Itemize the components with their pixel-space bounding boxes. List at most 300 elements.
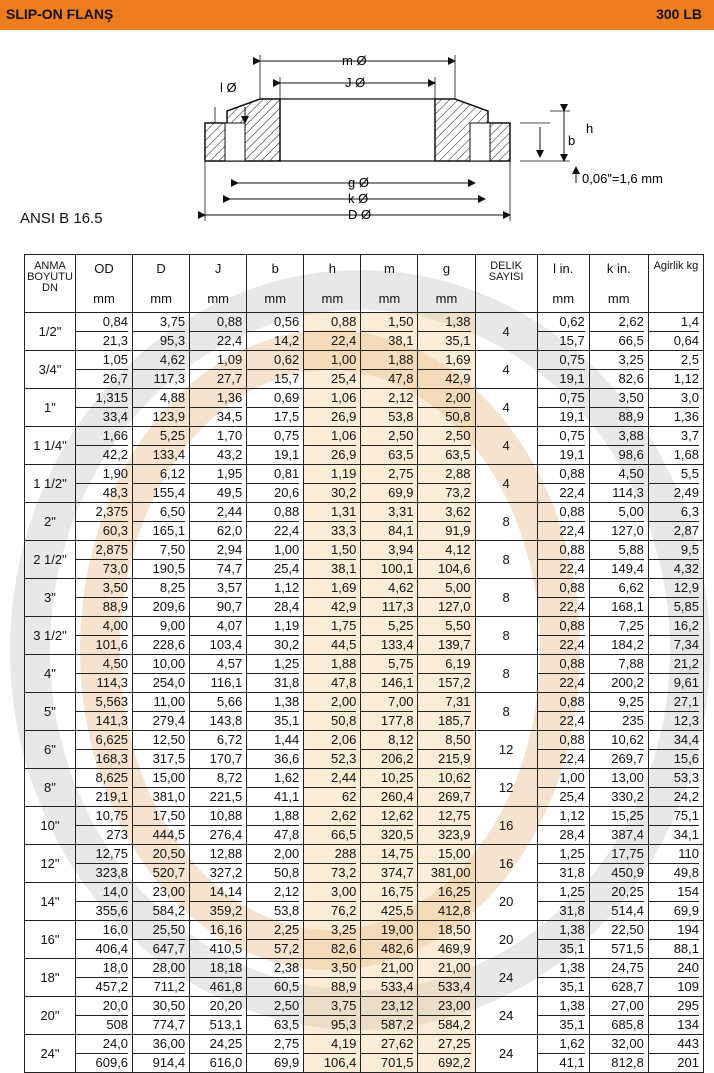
d-inch-value: 28,00 bbox=[133, 959, 185, 978]
w-inch-value: 53,3 bbox=[649, 769, 699, 788]
b-cell bbox=[247, 427, 304, 465]
w-mm-value: 5,85 bbox=[673, 599, 699, 614]
w-cell bbox=[648, 997, 703, 1035]
l-mm-value: 28,4 bbox=[559, 827, 585, 842]
d-inch-value: 25,50 bbox=[133, 921, 185, 940]
b-mm-value: 53,8 bbox=[273, 903, 300, 918]
od-inch-value: 16,0 bbox=[76, 921, 128, 940]
b-inch-value: 1,88 bbox=[247, 807, 299, 826]
w-inch-value: 240 bbox=[649, 959, 699, 978]
g-cell bbox=[418, 807, 475, 845]
d-cell bbox=[133, 883, 190, 921]
od-inch-value: 20,0 bbox=[76, 997, 128, 1016]
d-inch-value: 8,25 bbox=[133, 579, 185, 598]
od-inch-value: 2,375 bbox=[76, 503, 128, 522]
m-inch-value: 16,75 bbox=[361, 883, 413, 902]
h-inch-value: 2,00 bbox=[304, 693, 356, 712]
w-cell bbox=[648, 921, 703, 959]
od-inch-value: 10,75 bbox=[76, 807, 128, 826]
l-inch-value: 0,88 bbox=[538, 579, 585, 598]
g-inch-value: 16,25 bbox=[418, 883, 470, 902]
column-header bbox=[648, 255, 703, 313]
column-header-label: D bbox=[156, 261, 166, 276]
k-inch-value: 5,88 bbox=[590, 541, 644, 560]
m-inch-value: 12,62 bbox=[361, 807, 413, 826]
h-mm-value: 82,6 bbox=[331, 941, 357, 956]
od-cell bbox=[75, 313, 132, 351]
od-mm-value: 406,4 bbox=[95, 941, 129, 956]
b-inch-value: 2,50 bbox=[247, 997, 299, 1016]
l-cell bbox=[537, 579, 589, 617]
k-cell bbox=[589, 807, 648, 845]
k-mm-value: 387,4 bbox=[611, 827, 644, 842]
h-cell bbox=[304, 313, 361, 351]
d-mm-value: 711,2 bbox=[153, 979, 186, 994]
d-mm-value: 914,4 bbox=[152, 1055, 186, 1070]
w-mm-value: 1,12 bbox=[673, 371, 699, 386]
g-cell bbox=[418, 579, 475, 617]
k-cell bbox=[589, 997, 648, 1035]
od-cell bbox=[75, 427, 132, 465]
od-mm-value: 508 bbox=[106, 1017, 129, 1032]
d-mm-value: 155,4 bbox=[152, 485, 186, 500]
label-l: l Ø bbox=[220, 80, 237, 95]
w-inch-value: 194 bbox=[649, 921, 699, 940]
table-row bbox=[25, 351, 704, 389]
l-mm-value: 19,1 bbox=[559, 409, 585, 424]
od-cell bbox=[75, 351, 132, 389]
h-inch-value: 2,06 bbox=[304, 731, 356, 750]
h-inch-value: 1,19 bbox=[304, 465, 356, 484]
page-title: SLIP-ON FLANŞ bbox=[6, 6, 114, 22]
l-cell bbox=[537, 693, 589, 731]
table-header-row bbox=[25, 255, 704, 313]
l-mm-value: 15,7 bbox=[559, 333, 585, 348]
l-cell bbox=[537, 427, 589, 465]
j-cell bbox=[190, 617, 247, 655]
b-cell bbox=[247, 693, 304, 731]
column-header-label: Agirlik kg bbox=[653, 260, 699, 272]
h-mm-value: 42,9 bbox=[331, 599, 357, 614]
bolt-holes-cell: 4 bbox=[475, 465, 537, 503]
g-mm-value: 215,9 bbox=[437, 751, 471, 766]
h-mm-value: 38,1 bbox=[331, 561, 357, 576]
b-inch-value: 0,88 bbox=[247, 503, 299, 522]
k-cell bbox=[589, 1035, 648, 1073]
d-inch-value: 36,00 bbox=[133, 1035, 185, 1054]
b-inch-value: 1,62 bbox=[247, 769, 299, 788]
h-mm-value: 26,9 bbox=[331, 409, 357, 424]
j-inch-value: 24,25 bbox=[190, 1035, 242, 1054]
g-inch-value: 23,00 bbox=[418, 997, 470, 1016]
od-cell bbox=[75, 541, 132, 579]
od-inch-value: 3,50 bbox=[76, 579, 128, 598]
od-inch-value: 18,0 bbox=[76, 959, 128, 978]
h-mm-value: 73,2 bbox=[331, 865, 357, 880]
m-inch-value: 3,94 bbox=[361, 541, 413, 560]
j-cell bbox=[190, 807, 247, 845]
g-cell bbox=[418, 731, 475, 769]
l-cell bbox=[537, 731, 589, 769]
h-mm-value: 52,3 bbox=[331, 751, 357, 766]
w-cell bbox=[648, 541, 703, 579]
nominal-size-cell: 3" bbox=[25, 579, 76, 617]
g-inch-value: 12,75 bbox=[418, 807, 470, 826]
od-inch-value: 2,875 bbox=[76, 541, 128, 560]
column-header-unit: mm bbox=[93, 291, 115, 306]
h-cell bbox=[304, 579, 361, 617]
h-mm-value: 50,8 bbox=[331, 713, 357, 728]
h-cell bbox=[304, 541, 361, 579]
g-inch-value: 3,62 bbox=[418, 503, 470, 522]
j-inch-value: 1,95 bbox=[190, 465, 242, 484]
bolt-holes-cell: 8 bbox=[475, 693, 537, 731]
b-inch-value: 0,69 bbox=[247, 389, 299, 408]
g-mm-value: 42,9 bbox=[445, 371, 471, 386]
m-inch-value: 4,62 bbox=[361, 579, 413, 598]
m-cell bbox=[361, 693, 418, 731]
j-mm-value: 170,7 bbox=[209, 751, 243, 766]
d-mm-value: 317,5 bbox=[152, 751, 186, 766]
w-cell bbox=[648, 807, 703, 845]
k-mm-value: 450,9 bbox=[611, 865, 644, 880]
column-header-label: k in. bbox=[606, 261, 631, 276]
l-inch-value: 0,88 bbox=[538, 541, 585, 560]
j-cell bbox=[190, 1035, 247, 1073]
od-inch-value: 1,315 bbox=[76, 389, 128, 408]
l-cell bbox=[537, 807, 589, 845]
g-mm-value: 469,9 bbox=[437, 941, 471, 956]
l-cell bbox=[537, 389, 589, 427]
h-mm-value: 62 bbox=[341, 789, 357, 804]
m-inch-value: 23,12 bbox=[361, 997, 413, 1016]
d-mm-value: 209,6 bbox=[152, 599, 186, 614]
h-cell bbox=[304, 351, 361, 389]
g-inch-value: 27,25 bbox=[418, 1035, 470, 1054]
h-inch-value: 4,19 bbox=[304, 1035, 356, 1054]
g-cell bbox=[418, 503, 475, 541]
h-mm-value: 106,4 bbox=[323, 1055, 357, 1070]
k-inch-value: 13,00 bbox=[590, 769, 644, 788]
w-inch-value: 12,9 bbox=[649, 579, 699, 598]
j-mm-value: 90,7 bbox=[216, 599, 243, 614]
k-mm-value: 200,2 bbox=[611, 675, 644, 690]
l-mm-value: 41,1 bbox=[559, 1055, 585, 1070]
od-cell bbox=[75, 503, 132, 541]
w-mm-value: 201 bbox=[677, 1055, 699, 1070]
l-inch-value: 1,12 bbox=[538, 807, 585, 826]
k-mm-value: 685,8 bbox=[611, 1017, 644, 1032]
w-mm-value: 24,2 bbox=[673, 789, 699, 804]
g-inch-value: 7,31 bbox=[418, 693, 470, 712]
k-cell bbox=[589, 427, 648, 465]
od-inch-value: 4,50 bbox=[76, 655, 128, 674]
g-inch-value: 2,88 bbox=[418, 465, 470, 484]
l-inch-value: 1,00 bbox=[538, 769, 585, 788]
k-mm-value: 168,1 bbox=[611, 599, 644, 614]
column-header bbox=[361, 255, 418, 313]
d-mm-value: 165,1 bbox=[152, 523, 186, 538]
l-cell bbox=[537, 845, 589, 883]
od-inch-value: 1,66 bbox=[76, 427, 128, 446]
column-header-label: m bbox=[383, 261, 395, 276]
j-mm-value: 62,0 bbox=[216, 523, 243, 538]
g-inch-value: 1,38 bbox=[418, 313, 470, 332]
w-mm-value: 1,68 bbox=[673, 447, 699, 462]
k-mm-value: 330,2 bbox=[611, 789, 644, 804]
d-inch-value: 20,50 bbox=[133, 845, 185, 864]
label-raised-face: 0,06"=1,6 mm bbox=[582, 171, 663, 186]
j-mm-value: 74,7 bbox=[216, 561, 243, 576]
od-inch-value: 24,0 bbox=[76, 1035, 128, 1054]
k-inch-value: 15,25 bbox=[590, 807, 644, 826]
od-mm-value: 48,3 bbox=[102, 485, 129, 500]
l-inch-value: 0,88 bbox=[538, 693, 585, 712]
d-mm-value: 133,4 bbox=[152, 447, 186, 462]
j-inch-value: 4,07 bbox=[190, 617, 242, 636]
column-header bbox=[247, 255, 304, 313]
label-k: k Ø bbox=[348, 191, 369, 206]
od-cell bbox=[75, 959, 132, 997]
column-header-label: J bbox=[214, 261, 222, 276]
w-cell bbox=[648, 503, 703, 541]
m-mm-value: 701,5 bbox=[380, 1055, 414, 1070]
h-inch-value: 1,31 bbox=[304, 503, 356, 522]
b-mm-value: 22,4 bbox=[273, 523, 300, 538]
g-inch-value: 2,00 bbox=[418, 389, 470, 408]
w-cell bbox=[648, 313, 703, 351]
h-inch-value: 1,69 bbox=[304, 579, 356, 598]
table-row bbox=[25, 769, 704, 807]
d-mm-value: 520,7 bbox=[152, 865, 186, 880]
m-cell bbox=[361, 959, 418, 997]
g-mm-value: 91,9 bbox=[445, 523, 471, 538]
k-cell bbox=[589, 503, 648, 541]
d-inch-value: 17,50 bbox=[133, 807, 185, 826]
m-inch-value: 19,00 bbox=[361, 921, 413, 940]
b-mm-value: 47,8 bbox=[273, 827, 300, 842]
d-mm-value: 95,3 bbox=[159, 333, 186, 348]
b-inch-value: 2,00 bbox=[247, 845, 299, 864]
b-cell bbox=[247, 579, 304, 617]
j-inch-value: 6,72 bbox=[190, 731, 242, 750]
table-row bbox=[25, 579, 704, 617]
j-cell bbox=[190, 883, 247, 921]
j-cell bbox=[190, 427, 247, 465]
g-inch-value: 10,62 bbox=[418, 769, 470, 788]
b-inch-value: 2,25 bbox=[247, 921, 299, 940]
j-mm-value: 616,0 bbox=[209, 1055, 243, 1070]
h-cell bbox=[304, 807, 361, 845]
bolt-holes-cell: 24 bbox=[475, 1035, 537, 1073]
column-header bbox=[190, 255, 247, 313]
b-mm-value: 50,8 bbox=[273, 865, 300, 880]
d-mm-value: 117,3 bbox=[153, 371, 186, 386]
j-inch-value: 8,72 bbox=[190, 769, 242, 788]
b-inch-value: 1,19 bbox=[247, 617, 299, 636]
j-inch-value: 5,66 bbox=[190, 693, 242, 712]
j-mm-value: 461,8 bbox=[209, 979, 243, 994]
nominal-size-cell: 6" bbox=[25, 731, 76, 769]
m-cell bbox=[361, 921, 418, 959]
d-mm-value: 190,5 bbox=[152, 561, 186, 576]
l-mm-value: 35,1 bbox=[559, 979, 585, 994]
d-inch-value: 12,50 bbox=[133, 731, 185, 750]
d-inch-value: 11,00 bbox=[133, 693, 185, 712]
g-mm-value: 185,7 bbox=[437, 713, 471, 728]
b-cell bbox=[247, 617, 304, 655]
g-mm-value: 692,2 bbox=[437, 1055, 471, 1070]
d-cell bbox=[133, 389, 190, 427]
g-mm-value: 412,8 bbox=[437, 903, 471, 918]
l-cell bbox=[537, 541, 589, 579]
od-mm-value: 355,6 bbox=[95, 903, 129, 918]
od-mm-value: 168,3 bbox=[95, 751, 129, 766]
d-inch-value: 4,62 bbox=[133, 351, 185, 370]
g-mm-value: 50,8 bbox=[445, 409, 471, 424]
bolt-holes-cell: 4 bbox=[475, 351, 537, 389]
table-row bbox=[25, 617, 704, 655]
j-mm-value: 359,2 bbox=[209, 903, 243, 918]
m-cell bbox=[361, 769, 418, 807]
column-header-unit: mm bbox=[264, 291, 287, 306]
d-cell bbox=[133, 693, 190, 731]
table-row bbox=[25, 883, 704, 921]
h-cell bbox=[304, 655, 361, 693]
l-mm-value: 22,4 bbox=[559, 523, 585, 538]
w-inch-value: 34,4 bbox=[649, 731, 699, 750]
b-mm-value: 15,7 bbox=[273, 371, 300, 386]
k-cell bbox=[589, 921, 648, 959]
b-cell bbox=[247, 389, 304, 427]
l-cell bbox=[537, 883, 589, 921]
d-cell bbox=[133, 1035, 190, 1073]
w-mm-value: 0,64 bbox=[673, 333, 699, 348]
j-inch-value: 2,94 bbox=[190, 541, 242, 560]
m-mm-value: 38,1 bbox=[388, 333, 414, 348]
d-cell bbox=[133, 579, 190, 617]
w-cell bbox=[648, 427, 703, 465]
k-cell bbox=[589, 389, 648, 427]
d-cell bbox=[133, 845, 190, 883]
d-inch-value: 10,00 bbox=[133, 655, 185, 674]
table-row bbox=[25, 997, 704, 1035]
l-inch-value: 1,25 bbox=[538, 845, 585, 864]
j-cell bbox=[190, 541, 247, 579]
d-cell bbox=[133, 959, 190, 997]
g-cell bbox=[418, 541, 475, 579]
g-mm-value: 323,9 bbox=[437, 827, 471, 842]
label-h: h bbox=[586, 121, 594, 136]
j-cell bbox=[190, 389, 247, 427]
j-mm-value: 116,1 bbox=[210, 675, 243, 690]
w-cell bbox=[648, 845, 703, 883]
w-cell bbox=[648, 769, 703, 807]
bolt-holes-cell: 12 bbox=[475, 731, 537, 769]
nominal-size-cell: 2 1/2" bbox=[25, 541, 76, 579]
m-inch-value: 5,75 bbox=[361, 655, 413, 674]
label-b: b bbox=[568, 133, 576, 148]
d-cell bbox=[133, 921, 190, 959]
j-mm-value: 327,2 bbox=[209, 865, 243, 880]
w-mm-value: 2,49 bbox=[673, 485, 699, 500]
m-cell bbox=[361, 731, 418, 769]
w-cell bbox=[648, 959, 703, 997]
d-mm-value: 584,2 bbox=[152, 903, 186, 918]
column-header-unit: mm bbox=[552, 291, 575, 306]
k-mm-value: 127,0 bbox=[611, 523, 644, 538]
bolt-holes-cell: 16 bbox=[475, 845, 537, 883]
g-inch-value: 2,50 bbox=[418, 427, 470, 446]
bolt-holes-cell: 12 bbox=[475, 769, 537, 807]
h-cell bbox=[304, 465, 361, 503]
od-mm-value: 33,4 bbox=[102, 409, 129, 424]
k-inch-value: 4,50 bbox=[590, 465, 644, 484]
od-mm-value: 73,0 bbox=[102, 561, 129, 576]
column-header-unit: mm bbox=[607, 291, 630, 306]
w-cell bbox=[648, 731, 703, 769]
k-mm-value: 114,3 bbox=[612, 485, 644, 500]
l-mm-value: 25,4 bbox=[559, 789, 585, 804]
m-inch-value: 1,50 bbox=[361, 313, 413, 332]
od-inch-value: 0,84 bbox=[76, 313, 128, 332]
column-header-label: OD bbox=[94, 261, 114, 276]
k-mm-value: 812,8 bbox=[611, 1055, 644, 1070]
j-mm-value: 276,4 bbox=[209, 827, 243, 842]
l-mm-value: 22,4 bbox=[559, 675, 585, 690]
k-mm-value: 82,6 bbox=[618, 371, 644, 386]
l-mm-value: 22,4 bbox=[559, 485, 585, 500]
d-cell bbox=[133, 313, 190, 351]
g-cell bbox=[418, 693, 475, 731]
j-inch-value: 4,57 bbox=[190, 655, 242, 674]
m-cell bbox=[361, 389, 418, 427]
g-cell bbox=[418, 389, 475, 427]
l-mm-value: 35,1 bbox=[559, 1017, 585, 1032]
w-inch-value: 3,0 bbox=[649, 389, 699, 408]
k-cell bbox=[589, 655, 648, 693]
bolt-holes-cell: 20 bbox=[475, 921, 537, 959]
column-header bbox=[75, 255, 132, 313]
od-mm-value: 141,3 bbox=[95, 713, 129, 728]
w-inch-value: 443 bbox=[649, 1035, 699, 1054]
g-mm-value: 157,2 bbox=[437, 675, 471, 690]
bolt-holes-cell: 8 bbox=[475, 655, 537, 693]
od-cell bbox=[75, 921, 132, 959]
w-mm-value: 12,3 bbox=[673, 713, 699, 728]
j-mm-value: 410,5 bbox=[209, 941, 243, 956]
table-row bbox=[25, 427, 704, 465]
b-cell bbox=[247, 655, 304, 693]
m-mm-value: 206,2 bbox=[380, 751, 414, 766]
h-cell bbox=[304, 389, 361, 427]
column-header bbox=[537, 255, 589, 313]
h-cell bbox=[304, 883, 361, 921]
od-inch-value: 5,563 bbox=[76, 693, 128, 712]
column-header-label: g bbox=[442, 261, 451, 276]
g-inch-value: 21,00 bbox=[418, 959, 470, 978]
k-mm-value: 66,5 bbox=[618, 333, 644, 348]
h-inch-value: 3,75 bbox=[304, 997, 356, 1016]
l-inch-value: 1,38 bbox=[538, 959, 585, 978]
od-mm-value: 457,2 bbox=[95, 979, 129, 994]
w-inch-value: 154 bbox=[649, 883, 699, 902]
l-inch-value: 0,88 bbox=[538, 465, 585, 484]
j-mm-value: 49,5 bbox=[216, 485, 243, 500]
k-cell bbox=[589, 731, 648, 769]
b-inch-value: 0,81 bbox=[247, 465, 299, 484]
b-cell bbox=[247, 1035, 304, 1073]
